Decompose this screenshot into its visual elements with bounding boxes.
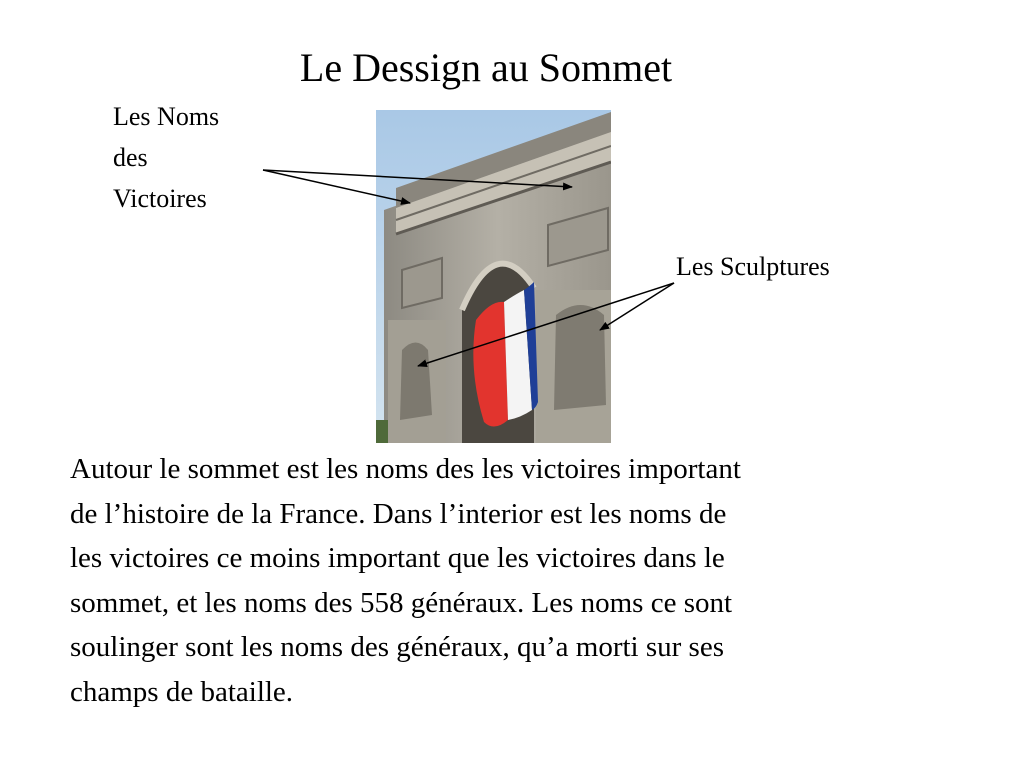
label-sculptures: Les Sculptures <box>676 252 830 281</box>
sculpture-right <box>554 305 606 410</box>
label-names-line-2: des <box>113 143 148 172</box>
sculpture-left <box>400 343 432 421</box>
arc-de-triomphe-photo <box>376 110 611 443</box>
body-line: sommet, et les noms des 558 généraux. Les noms ce sont <box>70 586 733 619</box>
label-names-line-1: Les Noms <box>113 102 220 131</box>
body-line: champs de bataille. <box>70 675 294 708</box>
body-line: Autour le sommet est les noms des les victoires important <box>70 453 741 485</box>
slide-title: Le Dessign au Sommet <box>299 45 673 90</box>
body-paragraph <box>70 447 950 714</box>
arrow-sculpture-right <box>600 283 674 330</box>
body-line: de l’histoire de la France. Dans l’interior est les noms de <box>70 497 727 530</box>
body-line: les victoires ce moins important que les victoires dans le <box>70 542 725 574</box>
body-line: soulinger sont les noms des généraux, qu’a morti sur ses <box>70 631 725 663</box>
label-names-line-3: Victoires <box>113 184 207 213</box>
label-names-of-victories <box>113 96 263 219</box>
